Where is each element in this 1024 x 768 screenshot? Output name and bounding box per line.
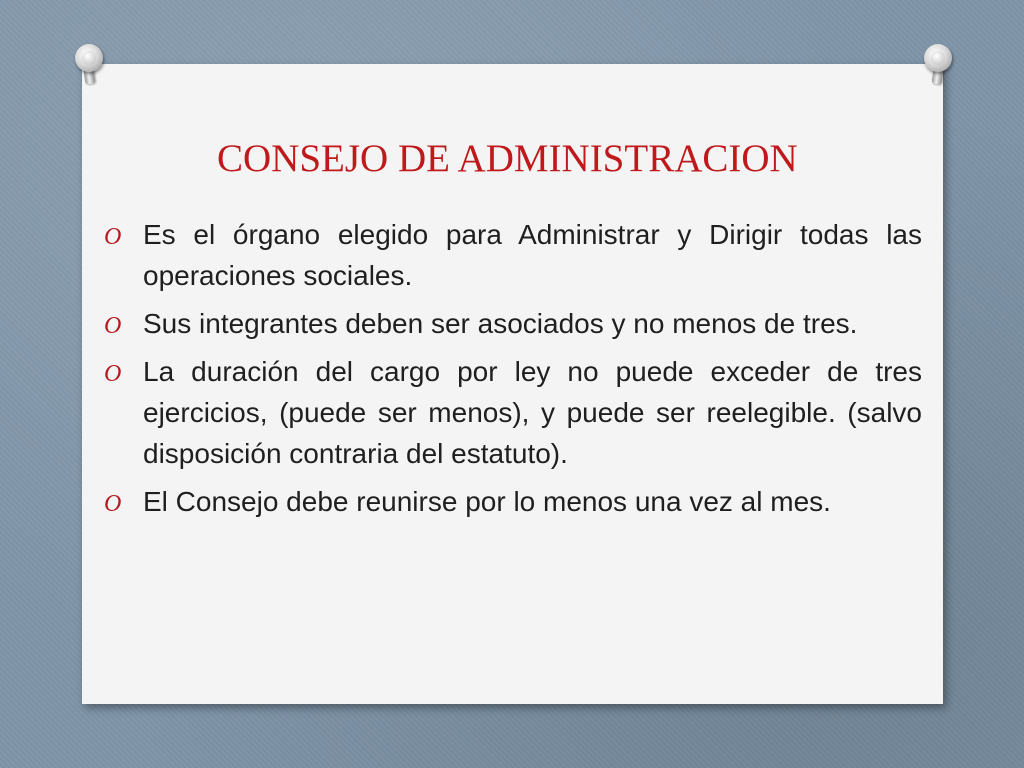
bullet-text: La duración del cargo por ley no puede exceder de tres ejercicios, (puede ser menos), y puede ser reelegible. (salvo disposición contraria del estatuto).: [143, 356, 922, 469]
bullet-item: [104, 481, 922, 522]
bullet-marker-icon: O: [104, 491, 122, 517]
right-pushpin-icon: [924, 44, 952, 72]
left-pushpin-icon: [75, 44, 103, 72]
bullet-item: [104, 351, 922, 474]
bullet-marker-icon: O: [104, 313, 122, 339]
bullet-text: Es el órgano elegido para Administrar y Dirigir todas las operaciones sociales.: [143, 219, 922, 291]
bullet-text: Sus integrantes deben ser asociados y no menos de tres.: [143, 308, 858, 339]
slide-title: CONSEJO DE ADMINISTRACION: [217, 137, 798, 180]
bullet-text: El Consejo debe reunirse por lo menos una vez al mes.: [143, 486, 831, 517]
bullet-list: [104, 214, 922, 529]
bullet-item: [104, 303, 922, 344]
bullet-marker-icon: O: [104, 361, 122, 387]
bullet-marker-icon: O: [104, 224, 122, 250]
bullet-item: [104, 214, 922, 296]
